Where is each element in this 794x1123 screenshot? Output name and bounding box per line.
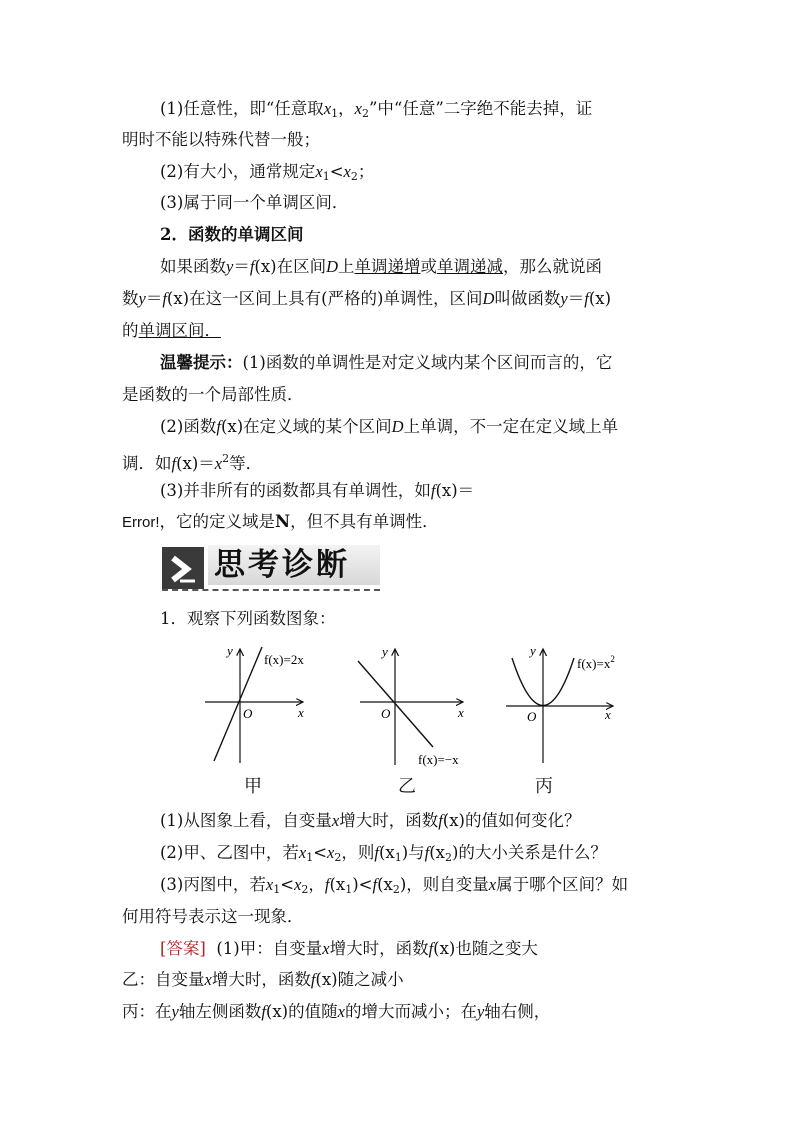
var-f: f	[324, 875, 330, 894]
text: ＝	[198, 454, 215, 473]
var-y: y	[476, 1002, 485, 1021]
subscript: 2	[361, 107, 369, 120]
var-x: x	[323, 99, 332, 118]
var-y: y	[138, 289, 146, 308]
var-f: f	[374, 843, 379, 862]
var-f: f	[428, 939, 434, 958]
var-f: f	[261, 1002, 266, 1021]
text: ，那么就说函	[503, 257, 603, 276]
condition-3: (3)属于同一个单调区间．	[160, 193, 349, 212]
var-y: y	[171, 1002, 179, 1021]
origin-label: O	[527, 709, 537, 724]
graph-label-jia: 甲	[244, 776, 262, 797]
x-label: x	[458, 705, 464, 720]
definition-line-c	[122, 320, 221, 342]
text: ，但不具有单调性．	[290, 512, 439, 531]
section-title: 思考诊断	[214, 547, 350, 583]
text: (x)	[220, 417, 244, 436]
subscript: 2	[334, 851, 342, 864]
tip-line-c	[160, 416, 618, 438]
text: 的增大而减小；在	[344, 1002, 477, 1021]
text: ＝	[233, 257, 250, 276]
text: (x	[377, 875, 393, 894]
text: 增大时，函数	[339, 811, 439, 830]
text: (x)	[442, 811, 465, 830]
text: (x)	[265, 1002, 289, 1021]
text: 等．	[229, 454, 263, 473]
text: ＝	[567, 289, 585, 308]
tip-line-f	[122, 511, 439, 534]
origin-label: O	[243, 706, 253, 721]
text: 随之减小	[337, 970, 404, 989]
var-f: f	[310, 970, 316, 989]
var-f: f	[162, 289, 167, 308]
text: )<	[352, 875, 373, 894]
var-f: f	[424, 843, 430, 862]
function-exponent: 2	[610, 654, 615, 664]
tip-line-a	[160, 352, 612, 374]
y-label: y	[530, 643, 536, 658]
var-x: x	[294, 875, 302, 894]
text: <	[280, 875, 295, 894]
text: 或	[420, 257, 438, 276]
underlined-term: 单调递减	[437, 257, 504, 276]
text: (x	[378, 843, 395, 862]
text: (1)甲：自变量	[216, 939, 323, 958]
var-x: x	[327, 843, 335, 862]
var-x: x	[337, 1002, 345, 1021]
text: (2)甲、乙图中，若	[160, 843, 299, 862]
x-label: x	[605, 707, 611, 722]
answer-label: [答案]	[160, 939, 206, 958]
subquestion-2	[160, 842, 607, 869]
text: (3)并非所有的函数都具有单调性，如	[160, 481, 431, 500]
var-d: D	[326, 257, 339, 276]
text: (x	[429, 843, 445, 862]
var-x: x	[343, 162, 351, 181]
answer-line-a	[160, 938, 538, 960]
text: (2)有大小，通常规定	[160, 162, 316, 181]
graph-linear-decreasing	[355, 643, 485, 771]
arrow-box	[162, 547, 204, 589]
var-x: x	[214, 454, 223, 473]
subscript: 1	[322, 170, 330, 183]
y-label: y	[382, 644, 388, 659]
text: ”中“任意”二字绝不能去掉，证	[368, 99, 593, 118]
var-f: f	[249, 257, 255, 276]
subscript: 2	[444, 851, 452, 864]
text: (1)从图象上看，自变量	[160, 811, 332, 830]
subquestion-3-line-b: 何用符号表示这一现象．	[122, 907, 304, 926]
text: <	[313, 843, 328, 862]
subscript: 2	[392, 883, 400, 896]
graph-label-yi: 乙	[398, 776, 416, 797]
text: (x	[329, 875, 346, 894]
text: 与	[408, 843, 425, 862]
text: ，	[308, 875, 325, 894]
function-text: f(x)=x	[577, 656, 611, 671]
text: )	[451, 843, 459, 862]
text: 轴右侧，	[484, 1002, 551, 1021]
text: (x)	[315, 970, 338, 989]
graph-linear-increasing	[200, 643, 330, 768]
y-label: y	[227, 643, 233, 658]
var-f: f	[216, 417, 221, 436]
condition-1-line-b: 明时不能以特殊代替一般；	[122, 130, 320, 149]
text: )	[399, 875, 407, 894]
condition-2	[160, 161, 374, 188]
function-label: f(x)=2x	[264, 652, 304, 667]
text: 乙：自变量	[122, 970, 205, 989]
var-x: x	[298, 843, 307, 862]
var-f: f	[430, 481, 436, 500]
text: 如果函数	[160, 257, 226, 276]
dashed-underline	[162, 589, 380, 591]
text: 调．如	[122, 454, 172, 473]
origin-label: O	[381, 706, 391, 721]
var-x: x	[204, 970, 212, 989]
underlined-term: 单调递增	[354, 257, 421, 276]
var-x: x	[488, 875, 497, 894]
superscript: 2	[222, 452, 230, 465]
function-label	[577, 654, 615, 671]
error-text: Error!	[122, 514, 160, 531]
chevron-right-icon	[162, 547, 204, 589]
text: 在区间	[276, 257, 327, 276]
subscript: 1	[331, 107, 339, 120]
text: 叫做函数	[494, 289, 561, 308]
text: 丙：在	[122, 1002, 172, 1021]
tip-line-e	[160, 480, 474, 502]
var-y: y	[560, 289, 568, 308]
var-d: D	[391, 417, 404, 436]
text: (1)任意性，即“任意取	[160, 99, 324, 118]
var-f: f	[171, 454, 177, 473]
subscript: 1	[345, 883, 353, 896]
text: 轴左侧函数	[178, 1002, 262, 1021]
text: ＝	[457, 481, 475, 500]
text: <	[329, 162, 344, 181]
text: (x)	[176, 454, 199, 473]
var-x: x	[331, 811, 340, 830]
text: (x)	[433, 939, 456, 958]
answer-line-c	[122, 1001, 550, 1023]
text: ，则自变量	[406, 875, 489, 894]
subscript: 2	[301, 883, 309, 896]
function-line	[214, 647, 262, 761]
text: 的大小关系是什么？	[458, 843, 607, 862]
var-d: D	[482, 289, 495, 308]
text: (x)	[254, 257, 277, 276]
text: 的值随	[288, 1002, 338, 1021]
definition-line-a	[160, 256, 602, 278]
text: 上	[338, 257, 355, 276]
section-heading: 2．函数的单调区间	[160, 225, 304, 244]
subscript: 2	[350, 170, 358, 183]
text: ，则	[341, 843, 375, 862]
subquestion-3-line-a	[160, 874, 628, 901]
var-x: x	[322, 939, 330, 958]
text: 在这一区间上具有(严格的)单调性，区间	[189, 289, 483, 308]
subquestion-1	[160, 810, 580, 832]
text: (2)函数	[160, 417, 217, 436]
definition-line-b	[122, 288, 611, 310]
tip-label: 温馨提示：	[160, 353, 243, 372]
underlined-term: 单调区间．	[138, 321, 221, 340]
text: ，	[338, 99, 355, 118]
text: (x)	[435, 481, 458, 500]
text: 属于哪个区间？如	[496, 875, 629, 894]
text: (x)	[588, 289, 612, 308]
text: 也随之变大	[455, 939, 538, 958]
function-label: f(x)=−x	[418, 752, 459, 767]
subscript: 1	[306, 851, 314, 864]
var-f: f	[438, 811, 443, 830]
graph-parabola	[503, 643, 638, 768]
text: ，它的定义域是	[159, 512, 275, 531]
section-banner	[160, 543, 382, 593]
text: (3)丙图中，若	[160, 875, 266, 894]
text: (1)函数的单调性是对定义域内某个区间而言的，它	[242, 353, 613, 372]
tip-line-d	[122, 448, 262, 475]
var-f: f	[372, 875, 378, 894]
var-f: f	[584, 289, 589, 308]
x-label: x	[298, 705, 304, 720]
var-x: x	[354, 99, 362, 118]
text: 的值如何变化？	[464, 811, 581, 830]
tip-line-b: 是函数的一个局部性质．	[122, 385, 304, 404]
text: 的	[122, 321, 139, 340]
subscript: 1	[273, 883, 281, 896]
text: 数	[122, 289, 139, 308]
text: ＝	[145, 289, 163, 308]
text: 增大时，函数	[329, 939, 429, 958]
answer-line-b	[122, 969, 404, 991]
text: ；	[357, 162, 375, 181]
graph-label-bing: 丙	[535, 776, 553, 797]
text: (x)	[166, 289, 190, 308]
set-n: N	[275, 512, 291, 531]
var-y: y	[226, 257, 234, 276]
subscript: 1	[394, 851, 402, 864]
text: 上单调，不一定在定义域上单	[403, 417, 619, 436]
question-1: 1．观察下列函数图象：	[160, 609, 336, 628]
text: 增大时，函数	[211, 970, 311, 989]
text: 在定义域的某个区间	[243, 417, 392, 436]
condition-1-line-a	[160, 98, 592, 125]
var-x: x	[265, 875, 274, 894]
text: )	[401, 843, 409, 862]
var-x: x	[315, 162, 323, 181]
